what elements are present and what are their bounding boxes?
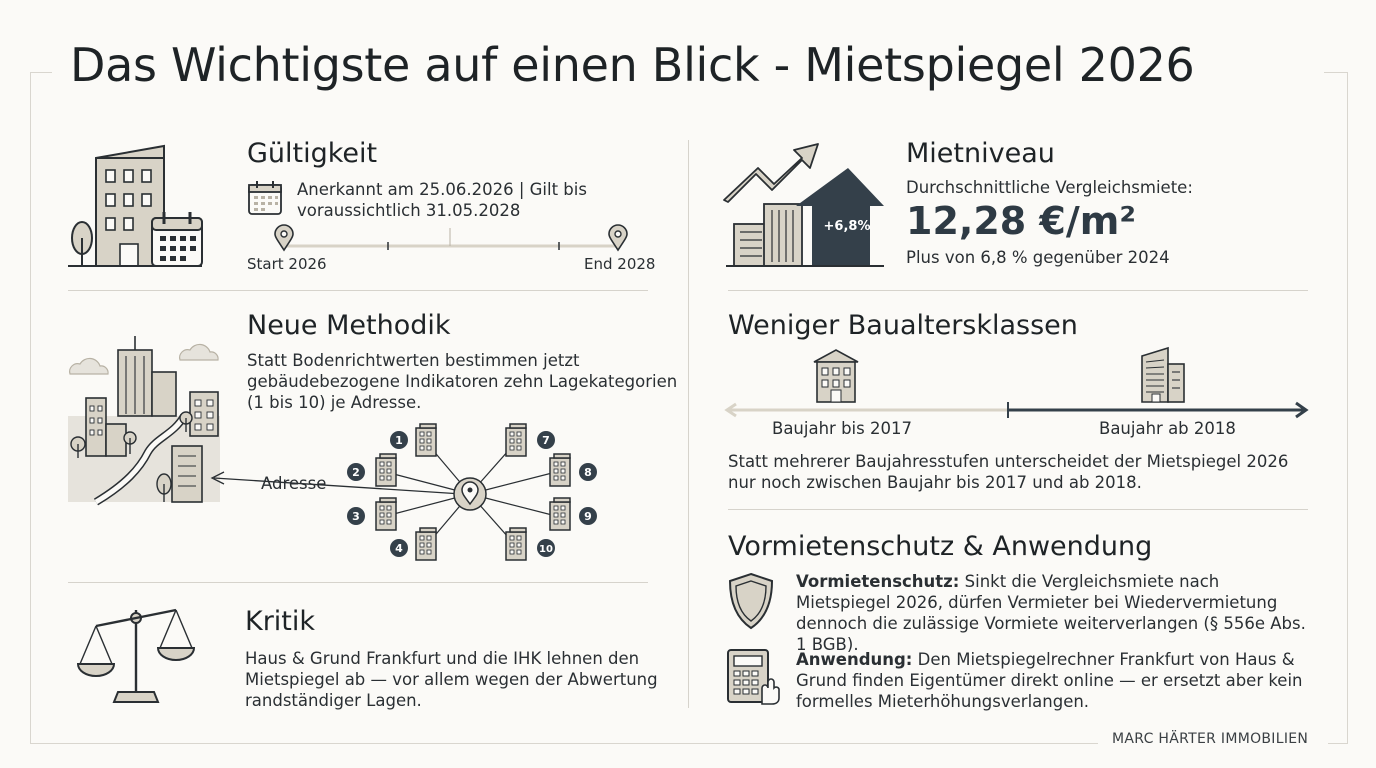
methodology-heading: Neue Methodik (247, 310, 451, 341)
age-classes-text: Statt mehrerer Baujahresstufen unterscheidet der Mietspiegel 2026 nur noch zwischen Baujahr bis 2017 und ab 2018. (728, 452, 1289, 492)
protection-item-2-text: Den Mietspiegelrechner Frankfurt von Haus & Grund finden Eigentümer direkt online — er ersetzt aber kein formelles Mieterhöhungsverlangen. (796, 650, 1303, 711)
shield-icon (726, 572, 776, 630)
city-map-icon (66, 334, 226, 506)
protection-item-1-label: Vormietenschutz: (796, 572, 960, 591)
validity-text: Anerkannt am 25.06.2026 | Gilt bis voraussichtlich 31.05.2028 (297, 180, 587, 220)
timeline-start-label: Start 2026 (247, 255, 327, 273)
category-label: 3 (352, 510, 360, 523)
protection-item-2 (796, 649, 1306, 712)
criticism-heading: Kritik (245, 606, 316, 637)
address-label: Adresse (261, 474, 327, 493)
methodology-text: Statt Bodenrichtwerten bestimmen jetzt gebäudebezogene Indikatoren zehn Lagekategorien (1 bis 10) je Adresse. (247, 351, 678, 412)
brand-footer: MARC HÄRTER IMMOBILIEN (1112, 731, 1309, 747)
location-network-diagram (210, 420, 610, 570)
building-icon (812, 348, 860, 406)
age-classes-heading: Weniger Baualtersklassen (728, 310, 1078, 341)
divider (68, 582, 648, 583)
rent-badge: +6,8% (823, 219, 871, 234)
protection-item-1-text: Sinkt die Vergleichsmiete nach Mietspiegel 2026, dürfen Vermieter bei Wiedervermietung dennoch die zulässige Vormiete weiterverlangen (§ 556e Abs. 1 BGB). (796, 572, 1306, 654)
rent-note: Plus von 6,8 % gegenüber 2024 (906, 248, 1170, 267)
protection-heading: Vormietenschutz & Anwendung (728, 531, 1153, 562)
timeline-end-label: End 2028 (584, 255, 656, 273)
age-left-label: Baujahr bis 2017 (772, 419, 912, 438)
page-title: Das Wichtigste auf einen Blick - Mietspiegel 2026 (70, 38, 1195, 92)
divider (728, 290, 1308, 291)
protection-item-2-label: Anwendung: (796, 650, 913, 669)
category-label: 9 (584, 510, 592, 523)
category-label: 2 (352, 466, 360, 479)
building-calendar-icon (68, 140, 208, 270)
category-label: 4 (395, 542, 403, 555)
category-label: 10 (539, 544, 553, 555)
divider (68, 290, 648, 291)
calendar-icon (247, 180, 283, 216)
category-label: 1 (395, 434, 403, 447)
divider (728, 509, 1308, 510)
rent-value: 12,28 €/m² (906, 199, 1136, 243)
building-icon (1138, 346, 1188, 406)
category-label: 8 (584, 466, 592, 479)
scales-icon (74, 602, 202, 706)
age-class-timeline (724, 400, 1312, 420)
age-right-label: Baujahr ab 2018 (1099, 419, 1236, 438)
chart-arrow-buildings-icon (726, 140, 891, 270)
validity-timeline (270, 224, 640, 258)
criticism-text: Haus & Grund Frankfurt und die IHK lehnen den Mietspiegel ab — vor allem wegen der Abwertung randständiger Lagen. (245, 649, 658, 710)
rent-subtitle: Durchschnittliche Vergleichsmiete: (906, 178, 1193, 197)
vertical-divider (688, 140, 689, 708)
validity-heading: Gültigkeit (247, 138, 378, 169)
rent-heading: Mietniveau (906, 138, 1055, 169)
protection-item-1 (796, 571, 1306, 655)
category-label: 7 (542, 434, 550, 447)
calculator-hand-icon (726, 648, 782, 706)
